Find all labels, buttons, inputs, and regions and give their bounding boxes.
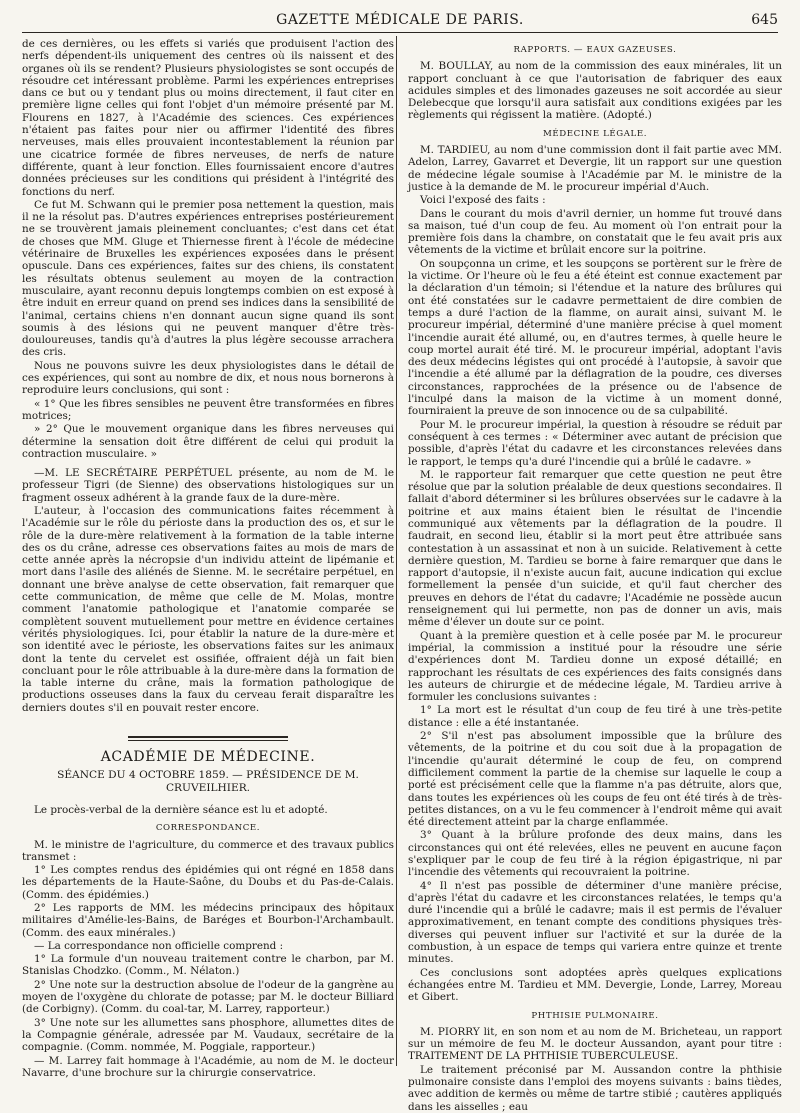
paragraph: M. TARDIEU, au nom d'une commission dont il fait partie avec MM. Adelon, Larrey, Gavarret et Devergie, lit un rapport sur une question de médecine légale soumise à l'Académie par M. le ministre de la justice à la demande de M. le procureur impérial d'Auch. [408, 144, 782, 193]
paragraph: Pour M. le procureur impérial, la question à résoudre se réduit par conséquent à ces termes : « Déterminer avec autant de précision que possible, d'après l'état du cadavre et les circonstances relevées dans le rapport, le temps qu'a duré l'incendie qui a brûlé le cadavre. » [408, 418, 782, 468]
paragraph: Le traitement préconisé par M. Aussandon contre la phthisie pulmonaire consiste dans l'emploi des moyens suivants : bains tièdes, avec addition de kermès ou même de tartre stibié ; cautères appliqués dans les aisselles ; eau [408, 1063, 782, 1113]
column-divider [396, 36, 397, 1066]
paragraph: 3° Une note sur les allumettes sans phosphore, allumettes dites de la Compagnie générale, adressée par M. Vaudaux, secrétaire de la compagnie. (Comm. nommée, M. Poggiale, rapporteur.) [22, 1016, 394, 1054]
academy-title: ACADÉMIE DE MÉDECINE. [100, 749, 316, 766]
paragraph: Le procès-verbal de la dernière séance est lu et adopté. [34, 803, 328, 816]
paragraph: 4° Il n'est pas possible de déterminer d'une manière précise, d'après l'état du cadavre et les circonstances relatées, le temps qu'a duré l'incendie qui a brûlé le cadavre; mais il est permis de l'évaluer approximativement, en tenant compte des conditions physiques très-diverses qui peuvent influer sur l'activité et sur la durée de la combustion, à un espace de temps qui variera entre quinze et trente minutes. [408, 879, 782, 966]
paragraph: 1° La mort est le résultat d'un coup de feu tiré à une très-petite distance : elle a été instantanée. [408, 704, 782, 729]
page-header [22, 6, 778, 33]
paragraph: « 1° Que les fibres sensibles ne peuvent être transformées en fibres motrices; [22, 397, 394, 422]
section-heading-phthisie: PHTHISIE PULMONAIRE. [531, 1010, 659, 1021]
paragraph: » 2° Que le mouvement organique dans les fibres nerveuses qui détermine la sensation doit être différent de celui qui produit la contraction musculaire. » [22, 423, 394, 460]
seance-line: SÉANCE DU 4 OCTOBRE 1859. — PRÉSIDENCE DE M. CRUVEILHIER. [57, 769, 359, 794]
section-heading-medecine-legale: MÉDECINE LÉGALE. [542, 128, 648, 139]
paragraph: M. BOULLAY, au nom de la commission des eaux minérales, lit un rapport concluant à ce que l'autorisation de fabriquer des eaux acidules simples et des limonades gazeuses ne soit accordée au sieur Delebecque que lorsqu'il aura satisfait aux conditions exigées par les règlements qui régissent la matière. (Adopté.) [408, 60, 782, 122]
paragraph: — M. Larrey fait hommage à l'Académie, au nom de M. le docteur Navarre, d'une brochure sur la chirurgie conservatrice. [22, 1054, 394, 1079]
paragraph: Quant à la première question et à celle posée par M. le procureur impérial, la commission a institué pour la résoudre une série d'expériences dont M. Tardieu donne un exposé détaillé; en rapprochant les résultats de ces expériences des faits consignés dans les auteurs de chirurgie et de médecine légale, M. Tardieu arrive à formuler les conclusions suivantes : [408, 629, 782, 704]
page-number: 645 [751, 12, 778, 28]
paragraph: 1° La formule d'un nouveau traitement contre le charbon, par M. Stanislas Chodzko. (Comm., M. Nélaton.) [22, 953, 394, 978]
paragraph: L'auteur, à l'occasion des communications faites récemment à l'Académie sur le rôle du périoste dans la production des os, et sur le rôle de la dure-mère relativement à la formation de la table interne des os du crâne, adresse ces observations faites au mois de mars de cette année après la nécropsie d'un individu atteint de lipémanie et mort dans l'asile des aliénés de Sienne. M. le secrétaire perpétuel, en donnant une brève analyse de cette observation, fait remarquer que cette communication, de même que celle de M. Molas, montre comment l'anatomie pathologique et l'anatomie comparée se complètent souvent mutuellement pour mettre en évidence certaines vérités physiologiques. Ici, pour établir la nature de la dure-mère et son identité avec le périoste, les observations faites sur les animaux dont la tente du cervelet est ossifiée, offraient déjà un fait bien concluant pour le rôle attribuable à la dure-mère dans la formation de la table interne du crâne, mais la formation pathologique de productions osseuses dans la faux du cerveau ferait disparaître les derniers doutes s'il en pouvait rester encore. [22, 504, 394, 714]
paragraph: 2° Une note sur la destruction absolue de l'odeur de la gangrène au moyen de l'oxygène du chlorate de potasse; par M. le docteur Billiard (de Corbigny). (Comm. du coal-tar, M. Larrey, rapporteur.) [22, 978, 394, 1016]
paragraph: Ces conclusions sont adoptées après quelques explications échangées entre M. Tardieu et MM. Devergie, Londe, Larrey, Moreau et Gibert. [408, 966, 782, 1004]
paragraph: —M. LE SECRÉTAIRE PERPÉTUEL présente, au nom de M. le professeur Tigri (de Sienne) des observations histologiques sur un fragment osseux adhérent à la grande faux de la dure-mère. [22, 467, 394, 504]
right-column [408, 38, 782, 1113]
paragraph: On soupçonna un crime, et les soupçons se portèrent sur le frère de la victime. Or l'heure où le feu a été éteint est connue exactement par la déclaration d'un témoin; si l'étendue et la nature des brûlures qui ont été constatées sur le cadavre permettaient de dire combien de temps a duré l'action de la flamme, on aurait ainsi, suivant M. le procureur impérial, déterminé d'une manière précise à quel moment l'incendie aurait été allumé, ou, en d'autres termes, à quelle heure le coup mortel aurait été tiré. M. le procureur impérial, adoptant l'avis des deux médecins légistes qui ont procédé à l'autopsie, à savoir que l'incendie a été allumé par la déflagration de la poudre, ces diverses circonstances, rapprochées de la présence ou de l'absence de l'inculpé dans la maison de la victime à un moment donné, fourniraient la preuve de son innocence ou de sa culpabilité. [408, 257, 782, 418]
paragraph: de ces dernières, ou les effets si variés que produisent l'action des nerfs dépendent-ils uniquement des centres où ils naissent et des organes où ils se rendent? Plusieurs physiologistes se sont occupés de résoudre cet intéressant problème. Parmi les expériences entreprises dans ce but ou y tendant plus ou moins directement, il faut citer en première ligne celles qui font l'objet d'un mémoire présenté par M. Flourens en 1827, à l'Académie des sciences. Ces expériences n'étaient pas faites pour nier ou affirmer l'identité des fibres nerveuses, mais elles prouvaient incontestablement la réunion par une cicatrice formée de fibres nerveuses, de nerfs de nature différente, quant à leur fonction. Elles fournissaient encore d'autres données précieuses sur les conditions qui président à l'intégrité des fonctions du nerf. [22, 38, 394, 198]
paragraph: Ce fut M. Schwann qui le premier posa nettement la question, mais il ne la résolut pas. D'autres expériences entreprises postérieurement ne se trouvèrent jamais pleinement concluantes; c'est dans cet état de choses que MM. Gluge et Thiernesse firent à l'école de médecine vétérinaire de Bruxelles les expériences exposées dans le présent opuscule. Dans ces expériences, faites sur des chiens, ils constatent les résultats obtenus seulement au moyen de la contraction musculaire, ayant reconnu depuis longtemps combien on est exposé à être induit en erreur quand on prend ses indices dans la sensibilité de l'animal, certains chiens n'en donnant aucun signe quand ils sont soumis à des lésions qui ne peuvent manquer d'être très-douloureuses, tandis qu'à d'autres la plus légère secousse arrachera des cris. [22, 198, 394, 359]
paragraph: M. le rapporteur fait remarquer que cette question ne peut être résolue que par la solution préalable de deux questions secondaires. Il fallait d'abord déterminer si les brûlures observées sur le cadavre à la poitrine et aux mains étaient bien le résultat de l'incendie communiqué aux vêtements par la déflagration de la poudre. Il faudrait, en second lieu, établir si la mort peut être attribuée sans contestation à un assassinat et non à un suicide. Relativement à cette dernière question, M. Tardieu se borne à faire remarquer que dans le rapport d'autopsie, il n'existe aucun fait, aucune indication qui exclue formellement la pensée d'un suicide, et qu'il faut chercher des preuves en dehors de l'état du cadavre; l'Académie ne possède aucun renseignement qui lui permette, non pas de donner un avis, mais même d'élever un doute sur ce point. [408, 468, 782, 629]
paragraph: Nous ne pouvons suivre les deux physiologistes dans le détail de ces expériences, qui sont au nombre de dix, et nous nous bornerons à reproduire leurs conclusions, qui sont : [22, 359, 394, 397]
section-heading-correspondance: CORRESPONDANCE. [155, 823, 261, 834]
paragraph: M. le ministre de l'agriculture, du commerce et des travaux publics transmet : [22, 838, 394, 863]
paragraph: — La correspondance non officielle comprend : [34, 939, 284, 952]
paragraph: M. PIORRY lit, en son nom et au nom de M. Bricheteau, un rapport sur un mémoire de feu M. le docteur Aussandon, ayant pour titre : TRAITEMENT DE LA PHTHISIE TUBERCULEUSE. [408, 1025, 782, 1063]
paragraph: Voici l'exposé des faits : [420, 194, 546, 207]
paragraph: 3° Quant à la brûlure profonde des deux mains, dans les circonstances qui ont été relevées, elles ne peuvent en aucune façon s'expliquer par le coup de feu tiré à la région épigastrique, ni par l'incendie des vêtements qui recouvraient la poitrine. [408, 829, 782, 879]
paragraph: 2° Les rapports de MM. les médecins principaux des hôpitaux militaires d'Amélie-les-Bains, de Baréges et Bourbon-l'Archambault. (Comm. des eaux minérales.) [22, 902, 394, 939]
paragraph: 1° Les comptes rendus des épidémies qui ont régné en 1858 dans les départements de la Haute-Saône, du Doubs et du Pas-de-Calais. (Comm. des épidémies.) [22, 864, 394, 901]
left-column [22, 38, 394, 1079]
journal-title: GAZETTE MÉDICALE DE PARIS. [276, 12, 524, 28]
paragraph: Dans le courant du mois d'avril dernier, un homme fut trouvé dans sa maison, tué d'un coup de feu. Au moment où l'on entrait pour la première fois dans la chambre, on constatait que le feu avait pris aux vêtements de la victime et brûlait encore sur la poitrine. [408, 207, 782, 257]
paragraph: 2° S'il n'est pas absolument impossible que la brûlure des vêtements, de la poitrine et du cou soit due à la propagation de l'incendie qu'aurait déterminé le coup de feu, on comprend difficilement comment la partie de la chemise sur laquelle le coup a porté est précisément celle que la flamme n'a pas détruite, alors que, dans toutes les expériences où les coups de feu ont été tirés à de très-petites distances, on a vu le feu commencer à l'endroit même qui avait été directement atteint par la charge enflammée. [408, 730, 782, 829]
section-separator [128, 736, 288, 741]
section-heading-rapports: RAPPORTS. — EAUX GAZEUSES. [513, 45, 677, 55]
